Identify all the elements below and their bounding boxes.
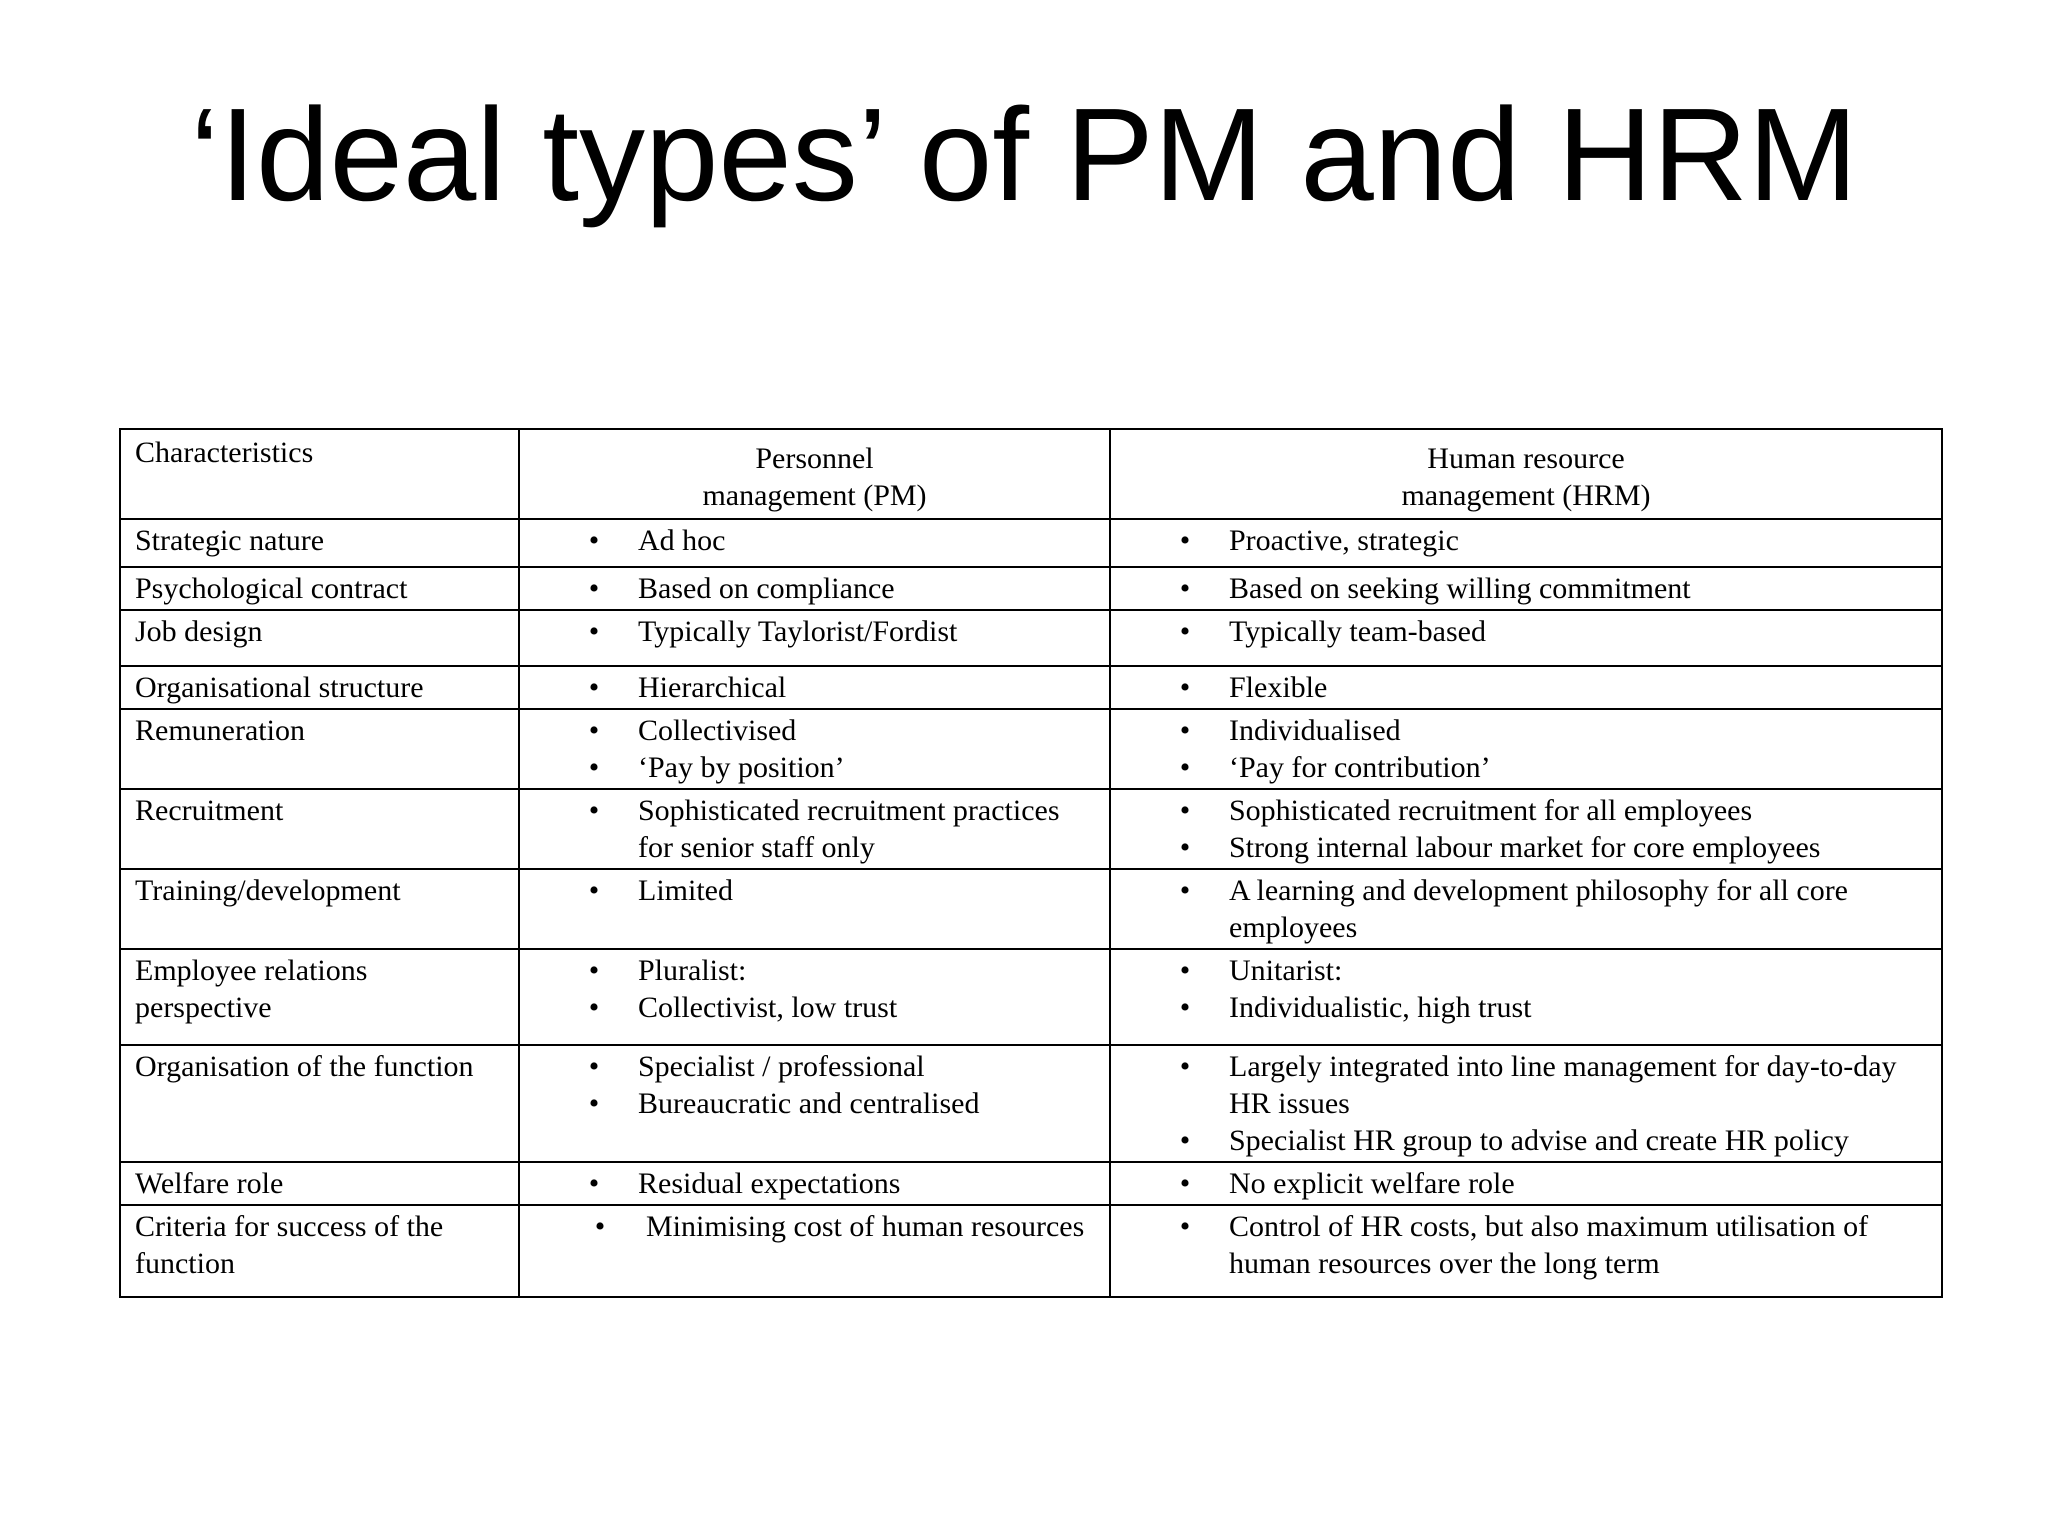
bullet-icon: •	[588, 572, 600, 605]
pm-bullet-list	[534, 952, 1095, 1026]
hrm-bullet-item	[1125, 1165, 1927, 1202]
pm-bullet-item	[534, 1085, 1095, 1122]
bullet-icon: •	[594, 1210, 606, 1243]
hrm-cell	[1110, 789, 1942, 869]
table-row	[120, 949, 1942, 1045]
table-row	[120, 567, 1942, 610]
bullet-icon: •	[1179, 831, 1191, 864]
pm-cell	[519, 709, 1110, 789]
bullet-icon: •	[1179, 1124, 1191, 1157]
hrm-bullet-text: Based on seeking willing commitment	[1229, 572, 1691, 605]
hrm-cell	[1110, 567, 1942, 610]
hrm-bullet-list	[1125, 872, 1927, 946]
bullet-icon: •	[588, 615, 600, 648]
pm-bullet-text: Pluralist:	[638, 954, 747, 987]
bullet-icon: •	[1179, 524, 1191, 557]
pm-bullet-list	[534, 712, 1095, 786]
characteristic-cell: Recruitment	[120, 789, 519, 869]
characteristic-cell: Job design	[120, 610, 519, 666]
hrm-cell	[1110, 709, 1942, 789]
pm-bullet-list	[534, 1165, 1095, 1202]
hrm-bullet-text: Largely integrated into line management for day-to-day HR issues	[1229, 1050, 1897, 1120]
bullet-icon: •	[588, 874, 600, 907]
bullet-icon: •	[1179, 572, 1191, 605]
bullet-icon: •	[588, 991, 600, 1024]
header-pm-line-1: Personnel	[755, 442, 874, 475]
pm-bullet-text: Collectivist, low trust	[638, 991, 898, 1024]
hrm-bullet-item	[1125, 872, 1927, 946]
pm-cell	[519, 567, 1110, 610]
characteristic-cell: Criteria for success of the function	[120, 1205, 519, 1297]
pm-bullet-text: Collectivised	[638, 714, 797, 747]
hrm-bullet-list	[1125, 669, 1927, 706]
hrm-bullet-text: Strong internal labour market for core employees	[1229, 831, 1821, 864]
hrm-bullet-item	[1125, 1048, 1927, 1122]
bullet-icon: •	[1179, 954, 1191, 987]
hrm-bullet-text: Sophisticated recruitment for all employees	[1229, 794, 1753, 827]
pm-bullet-item	[534, 792, 1095, 866]
bullet-icon: •	[1179, 794, 1191, 827]
table-row	[120, 519, 1942, 567]
hrm-cell	[1110, 610, 1942, 666]
characteristic-cell: Remuneration	[120, 709, 519, 789]
hrm-bullet-item	[1125, 792, 1927, 829]
hrm-bullet-text: Unitarist:	[1229, 954, 1343, 987]
pm-bullet-text: ‘Pay by position’	[638, 751, 845, 784]
hrm-bullet-item	[1125, 1122, 1927, 1159]
bullet-icon: •	[588, 671, 600, 704]
pm-bullet-item	[534, 570, 1095, 607]
pm-bullet-text: Bureaucratic and centralised	[638, 1087, 980, 1120]
header-row	[120, 429, 1942, 519]
header-pm-line-2: management (PM)	[702, 479, 927, 512]
bullet-icon: •	[1179, 1210, 1191, 1243]
hrm-cell	[1110, 1205, 1942, 1297]
table-row	[120, 1045, 1942, 1162]
pm-bullet-item	[534, 712, 1095, 749]
hrm-bullet-item	[1125, 829, 1927, 866]
pm-bullet-text: Hierarchical	[638, 671, 787, 704]
table-row	[120, 1162, 1942, 1205]
table-row	[120, 709, 1942, 789]
hrm-bullet-text: Flexible	[1229, 671, 1328, 704]
pm-bullet-list	[534, 669, 1095, 706]
table-header	[120, 429, 1942, 519]
pm-bullet-item	[534, 1048, 1095, 1085]
pm-cell	[519, 1205, 1110, 1297]
pm-bullet-text: Sophisticated recruitment practices for senior staff only	[638, 794, 1060, 864]
pm-cell	[519, 610, 1110, 666]
bullet-icon: •	[1179, 1050, 1191, 1083]
bullet-icon: •	[588, 1167, 600, 1200]
table-row	[120, 869, 1942, 949]
header-hrm-line-1: Human resource	[1427, 442, 1625, 475]
header-hrm-line-2: management (HRM)	[1401, 479, 1651, 512]
hrm-bullet-item	[1125, 669, 1927, 706]
hrm-bullet-text: Proactive, strategic	[1229, 524, 1459, 557]
header-pm	[519, 429, 1110, 519]
bullet-icon: •	[588, 751, 600, 784]
hrm-cell	[1110, 1162, 1942, 1205]
pm-cell	[519, 789, 1110, 869]
hrm-bullet-list	[1125, 613, 1927, 650]
pm-bullet-list	[534, 872, 1095, 909]
hrm-bullet-item	[1125, 522, 1927, 559]
bullet-icon: •	[1179, 991, 1191, 1024]
table-row	[120, 789, 1942, 869]
hrm-bullet-list	[1125, 570, 1927, 607]
pm-cell	[519, 1045, 1110, 1162]
pm-bullet-text: Based on compliance	[638, 572, 895, 605]
bullet-icon: •	[1179, 615, 1191, 648]
characteristic-cell: Welfare role	[120, 1162, 519, 1205]
header-characteristics: Characteristics	[120, 429, 519, 519]
bullet-icon: •	[588, 1050, 600, 1083]
hrm-bullet-text: Typically team-based	[1229, 615, 1486, 648]
characteristic-cell: Employee relations perspective	[120, 949, 519, 1045]
hrm-bullet-text: Individualised	[1229, 714, 1401, 747]
hrm-bullet-list	[1125, 1208, 1927, 1282]
bullet-icon: •	[1179, 714, 1191, 747]
pm-bullet-text: Typically Taylorist/Fordist	[638, 615, 958, 648]
bullet-icon: •	[588, 1087, 600, 1120]
hrm-cell	[1110, 519, 1942, 567]
hrm-bullet-item	[1125, 749, 1927, 786]
characteristic-cell: Training/development	[120, 869, 519, 949]
hrm-bullet-list	[1125, 952, 1927, 1026]
pm-bullet-item	[534, 1165, 1095, 1202]
hrm-cell	[1110, 1045, 1942, 1162]
characteristic-cell: Organisation of the function	[120, 1045, 519, 1162]
bullet-icon: •	[1179, 751, 1191, 784]
pm-bullet-item	[534, 522, 1095, 559]
hrm-bullet-list	[1125, 712, 1927, 786]
hrm-bullet-list	[1125, 792, 1927, 866]
pm-bullet-list	[534, 613, 1095, 650]
pm-bullet-item	[534, 952, 1095, 989]
pm-bullet-item	[534, 1208, 1095, 1245]
pm-bullet-text: Limited	[638, 874, 733, 907]
bullet-icon: •	[588, 954, 600, 987]
table-row	[120, 1205, 1942, 1297]
characteristic-cell: Strategic nature	[120, 519, 519, 567]
pm-bullet-text: Specialist / professional	[638, 1050, 925, 1083]
characteristic-cell: Psychological contract	[120, 567, 519, 610]
pm-bullet-text: Residual expectations	[638, 1167, 901, 1200]
hrm-bullet-item	[1125, 989, 1927, 1026]
hrm-bullet-text: No explicit welfare role	[1229, 1167, 1515, 1200]
bullet-icon: •	[1179, 671, 1191, 704]
hrm-bullet-item	[1125, 712, 1927, 749]
pm-bullet-text: Minimising cost of human resources	[646, 1210, 1085, 1243]
pm-bullet-list	[534, 1208, 1095, 1245]
hrm-bullet-text: A learning and development philosophy for all core employees	[1229, 874, 1848, 944]
pm-bullet-item	[534, 749, 1095, 786]
table-row	[120, 666, 1942, 709]
bullet-icon: •	[588, 524, 600, 557]
pm-cell	[519, 869, 1110, 949]
hrm-bullet-item	[1125, 570, 1927, 607]
hrm-bullet-text: ‘Pay for contribution’	[1229, 751, 1491, 784]
slide-title: ‘Ideal types’ of PM and HRM	[190, 81, 1858, 228]
hrm-bullet-item	[1125, 952, 1927, 989]
header-hrm	[1110, 429, 1942, 519]
bullet-icon: •	[588, 714, 600, 747]
pm-bullet-item	[534, 872, 1095, 909]
pm-bullet-list	[534, 570, 1095, 607]
hrm-bullet-item	[1125, 1208, 1927, 1282]
pm-bullet-text: Ad hoc	[638, 524, 726, 557]
hrm-cell	[1110, 666, 1942, 709]
hrm-bullet-list	[1125, 1165, 1927, 1202]
bullet-icon: •	[1179, 874, 1191, 907]
hrm-bullet-text: Control of HR costs, but also maximum utilisation of human resources over the long term	[1229, 1210, 1869, 1280]
pm-cell	[519, 666, 1110, 709]
hrm-bullet-list	[1125, 1048, 1927, 1159]
hrm-bullet-list	[1125, 522, 1927, 559]
hrm-cell	[1110, 869, 1942, 949]
pm-cell	[519, 1162, 1110, 1205]
pm-bullet-item	[534, 669, 1095, 706]
hrm-bullet-text: Individualistic, high trust	[1229, 991, 1532, 1024]
table-body	[120, 519, 1942, 1297]
table-row	[120, 610, 1942, 666]
pm-cell	[519, 949, 1110, 1045]
pm-bullet-list	[534, 1048, 1095, 1122]
pm-bullet-list	[534, 522, 1095, 559]
hrm-cell	[1110, 949, 1942, 1045]
hrm-bullet-item	[1125, 613, 1927, 650]
pm-cell	[519, 519, 1110, 567]
bullet-icon: •	[1179, 1167, 1191, 1200]
comparison-table	[119, 428, 1943, 1298]
pm-bullet-item	[534, 613, 1095, 650]
characteristic-cell: Organisational structure	[120, 666, 519, 709]
hrm-bullet-text: Specialist HR group to advise and create HR policy	[1229, 1124, 1849, 1157]
pm-bullet-item	[534, 989, 1095, 1026]
bullet-icon: •	[588, 794, 600, 827]
pm-bullet-list	[534, 792, 1095, 866]
